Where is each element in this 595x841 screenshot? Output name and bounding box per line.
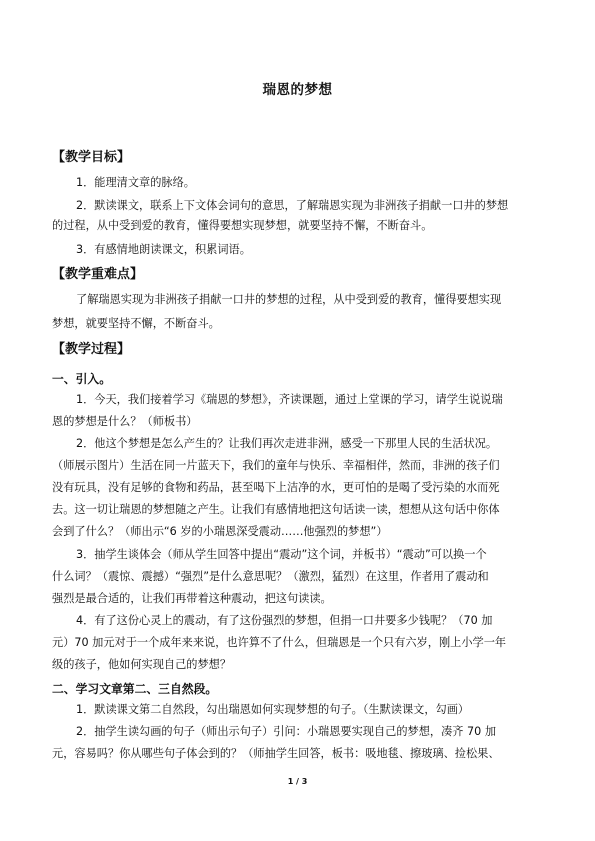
document-title: 瑞恩的梦想 <box>262 82 333 98</box>
paragraph-line: 什么词？（震惊、震撼）“强烈”是什么意思呢？（激烈，猛烈）在这里，作者用了震动和 <box>52 570 489 583</box>
paragraph-line: 去。这一切让瑞恩的梦想随之产生。让我们有感情地把这句话读一读，想想从这句话中你体 <box>52 503 500 516</box>
part1-heading: 一、引入。 <box>52 372 111 386</box>
key-point-line: 梦想，就要坚持不懈，不断奋斗。 <box>52 317 220 330</box>
paragraph-line: 没有玩具，没有足够的食物和药品，甚至喝下上洁净的水，更可怕的是喝了受污染的水而死 <box>52 481 500 494</box>
paragraph-line: 2．他这个梦想是怎么产生的？让我们再次走进非洲，感受一下那里人民的生活状况。 <box>76 437 498 450</box>
paragraph-line: 元）70 加元对于一个成年来来说，也许算不了什么，但瑞恩是一个只有六岁，刚上小学一年 <box>52 636 507 649</box>
key-point-line: 了解瑞恩实现为非洲孩子捐献一口井的梦想的过程，从中受到爱的教育，懂得要想实现 <box>76 293 502 306</box>
paragraph-line: 3．抽学生谈体会（师从学生回答中提出“震动”这个词，并板书）“震动”可以换一个 <box>76 548 487 561</box>
paragraph-line: （师展示图片）生活在同一片蓝天下，我们的童年与快乐、幸福相伴，然而，非洲的孩子们 <box>52 459 500 472</box>
part2-heading: 二、学习文章第二、三自然段。 <box>52 682 218 696</box>
paragraph-line: 会到了什么？（师出示“6 岁的小瑞恩深受震动……他强烈的梦想”） <box>52 525 388 538</box>
goals-heading: 【教学目标】 <box>52 150 131 165</box>
paragraph-line: 4．有了这份心灵上的震动，有了这份强烈的梦想，但捐一口井要多少钱呢？（70 加 <box>76 614 493 627</box>
paragraph-line: 强烈是最合适的，让我们再带着这种震动，把这句读读。 <box>52 592 332 605</box>
paragraph-line: 1．今天，我们接着学习《瑞恩的梦想》，齐读课题，通过上堂课的学习，请学生说说瑞 <box>76 393 503 406</box>
goal-line: 2．默读课文，联系上下文体会词句的意思，了解瑞恩实现为非洲孩子捐献一口井的梦想 <box>76 199 509 212</box>
goal-line: 3．有感情地朗读课文，积累词语。 <box>76 243 251 256</box>
paragraph-line: 恩的梦想是什么？（师板书） <box>52 415 198 428</box>
page-number: 1 / 3 <box>287 777 308 786</box>
goal-line: 1．能理清文章的脉络。 <box>76 176 195 189</box>
paragraph-line: 1．默读课文第二自然段，勾出瑞恩如何实现梦想的句子。（生默读课文，勾画） <box>76 703 470 716</box>
paragraph-line: 元，容易吗？你从哪些句子体会到的？（师抽学生回答，板书：吸地毯、擦玻璃、捡松果、 <box>52 747 500 760</box>
process-heading: 【教学过程】 <box>52 342 131 357</box>
key-points-heading: 【教学重难点】 <box>52 267 144 282</box>
paragraph-line: 2．抽学生读勾画的句子（师出示句子）引问：小瑞恩要实现自己的梦想，凑齐 70 加 <box>76 725 497 738</box>
paragraph-line: 级的孩子，他如何实现自己的梦想？ <box>52 658 232 671</box>
goal-line: 的过程，从中受到爱的教育，懂得要想实现梦想，就要坚持不懈，不断奋斗。 <box>52 219 433 232</box>
